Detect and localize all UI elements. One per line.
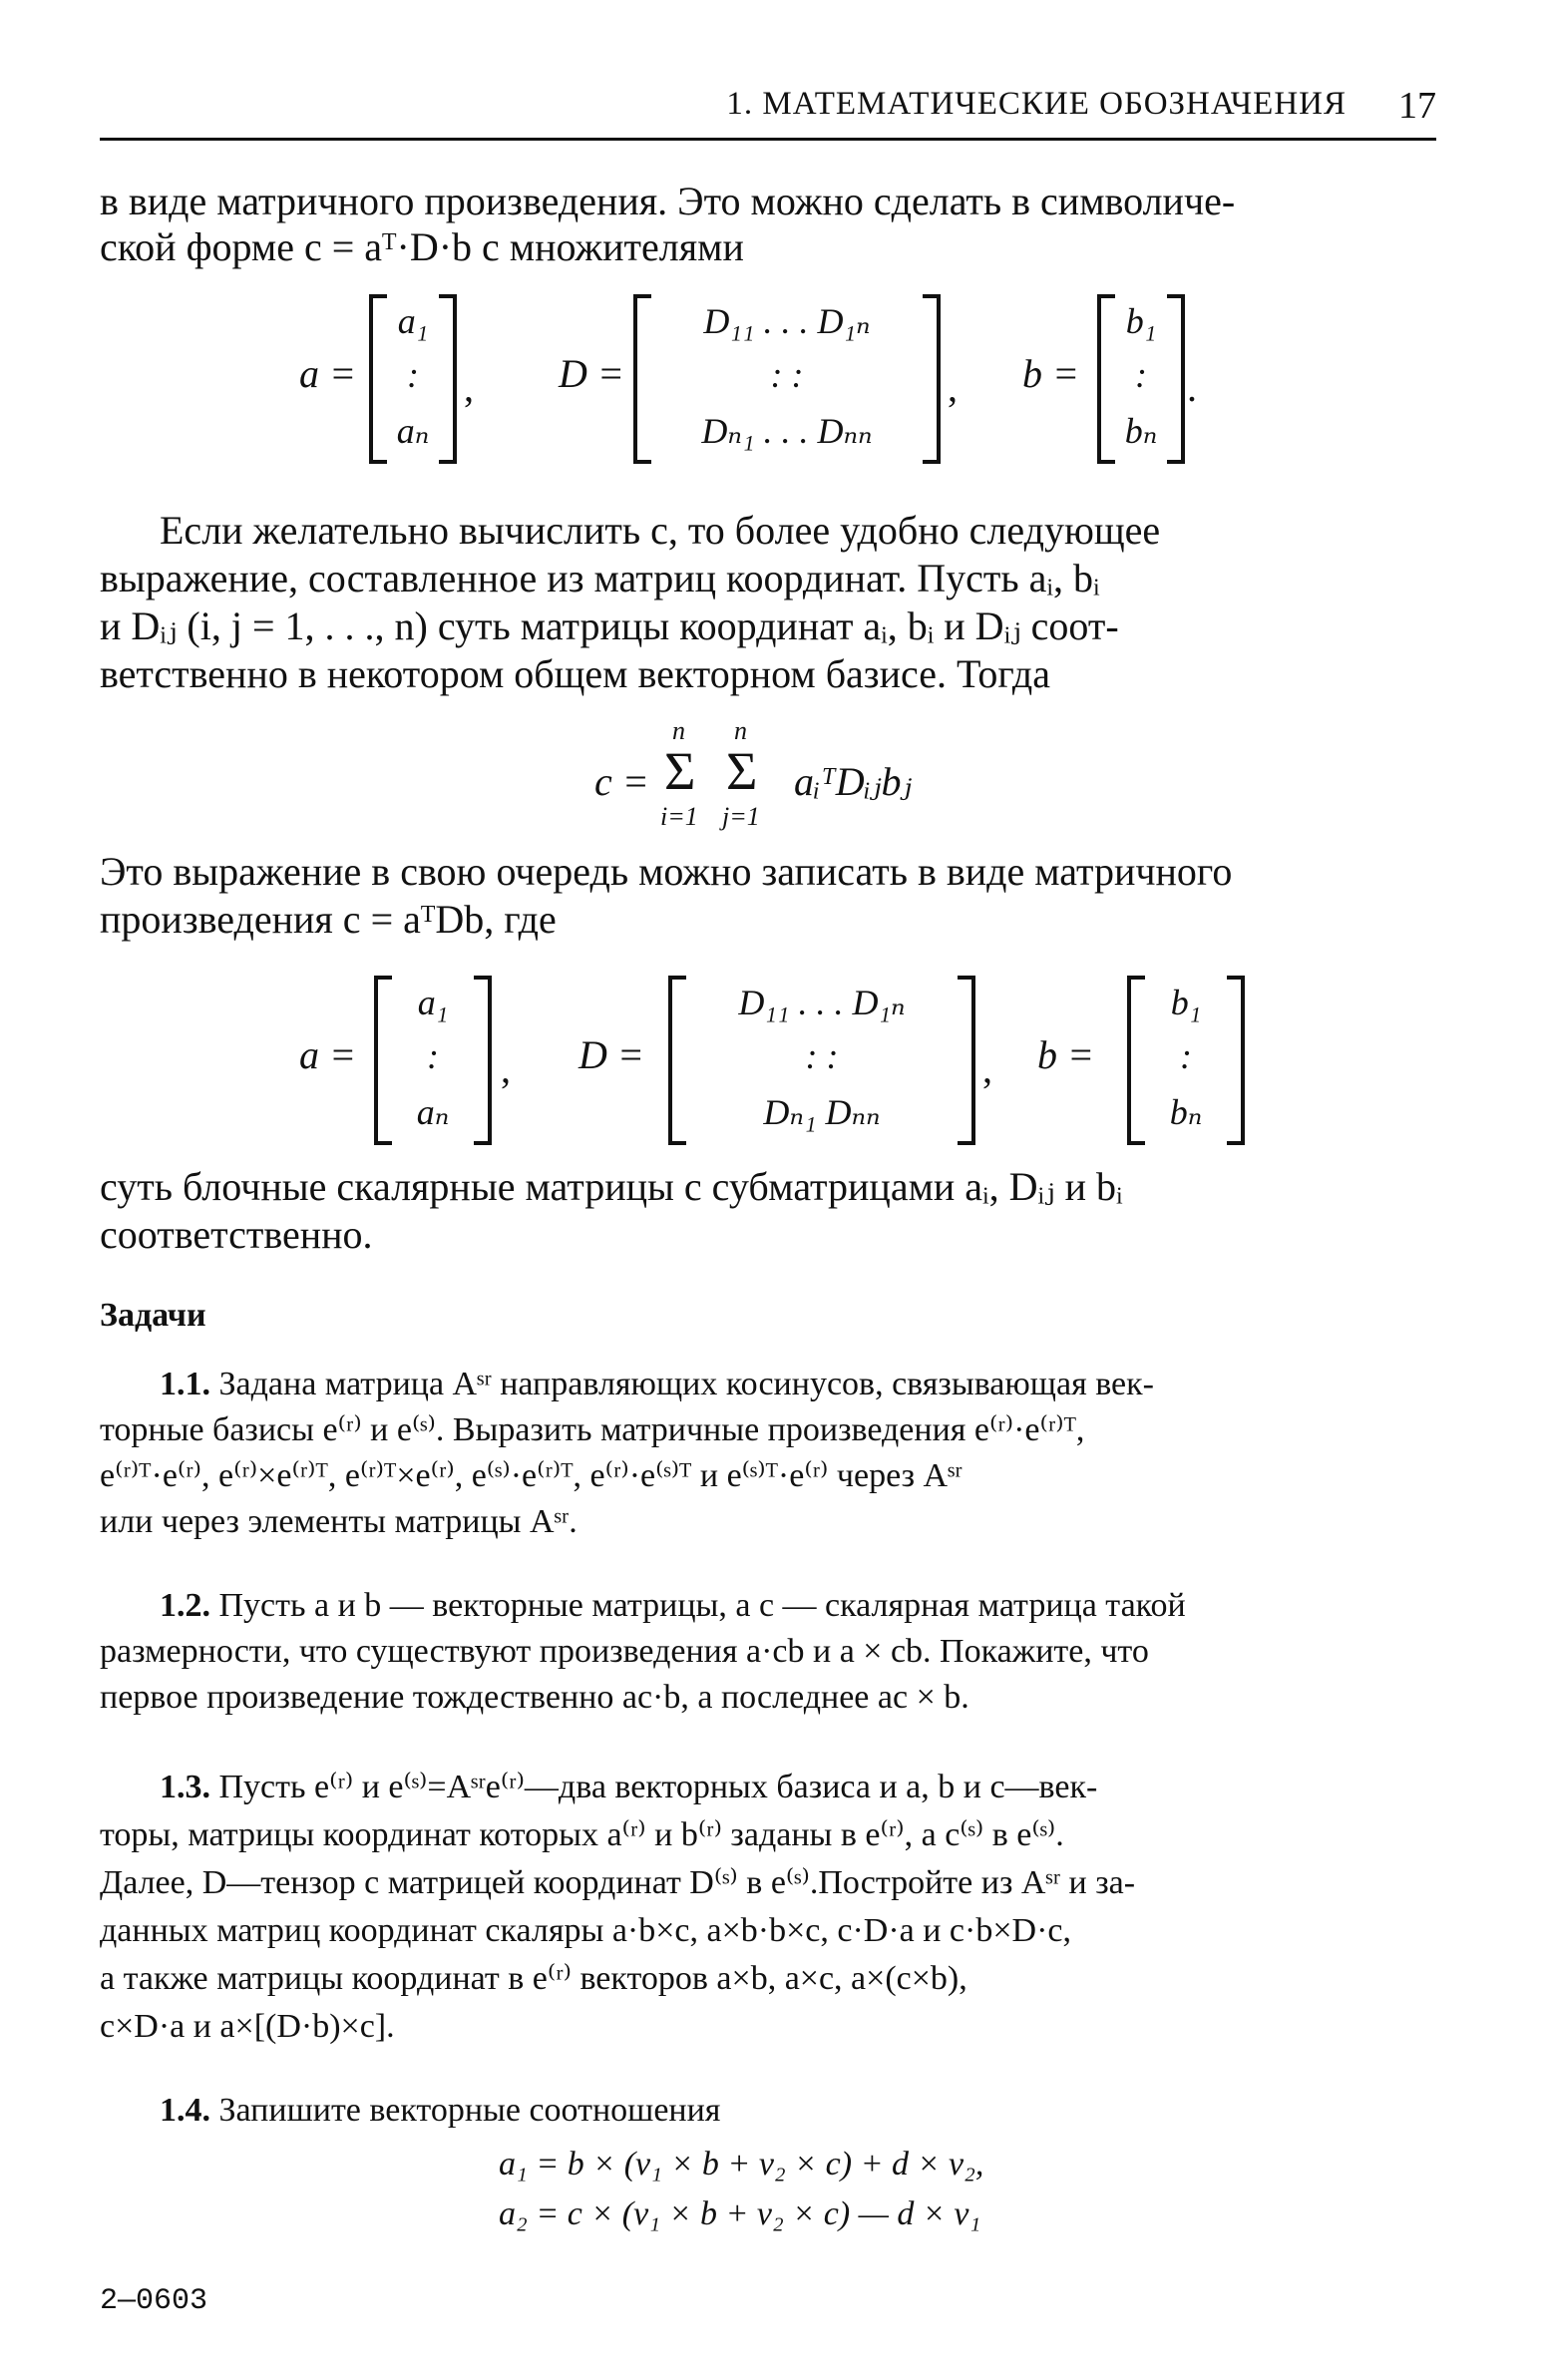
- equation-1: a₁ = b × (v₁ × b + v₂ × c) + d × v₂,: [499, 2146, 984, 2182]
- problem-1-1-line-1: [160, 1365, 1154, 1404]
- matrix-D-label: D =: [559, 351, 624, 396]
- problem-1-1-line-3: e⁽ʳ⁾ᵀ·e⁽ʳ⁾, e⁽ʳ⁾×e⁽ʳ⁾ᵀ, e⁽ʳ⁾ᵀ×e⁽ʳ⁾, e⁽ˢ⁾·e⁽ʳ⁾ᵀ, e⁽ʳ⁾·e⁽ˢ⁾ᵀ и e⁽ˢ⁾ᵀ·e⁽ʳ⁾ через Aˢʳ: [100, 1457, 963, 1494]
- problem-1-4-line-1: [160, 2091, 720, 2131]
- matrix-D-bottom: Dₙ₁ Dₙₙ: [763, 1092, 881, 1132]
- matrix-D-top: D₁₁ . . . D₁ₙ: [738, 983, 906, 1022]
- matrix-b: [1097, 294, 1185, 464]
- page-number: 17: [1398, 85, 1436, 127]
- matrix-a-top: a₁: [417, 983, 449, 1022]
- para2-line-3: и Dᵢⱼ (i, j = 1, . . ., n) суть матрицы координат aᵢ, bᵢ и Dᵢⱼ соот-: [100, 603, 1119, 648]
- matrix-D-mid: : :: [770, 355, 804, 395]
- problem-number: 1.3.: [160, 1769, 210, 1805]
- problem-text: Пусть e⁽ʳ⁾ и e⁽ˢ⁾=Aˢʳe⁽ʳ⁾—два векторных базиса и a, b и c—век-: [218, 1769, 1098, 1805]
- intro-line-1: в виде матричного произведения. Это можно сделать в символиче-: [100, 179, 1236, 223]
- equation-2: a₂ = c × (v₁ × b + v₂ × c) — d × v₁: [499, 2195, 981, 2232]
- matrix-D-mid: : :: [805, 1036, 839, 1076]
- matrix-b-top: b₁: [1170, 983, 1202, 1022]
- para4-line-2: соответственно.: [100, 1212, 373, 1257]
- matrix-D-bottom: Dₙ₁ . . . Dₙₙ: [701, 411, 873, 451]
- matrix-b-bottom: bₙ: [1124, 411, 1158, 451]
- matrix-D-label: D =: [579, 1032, 644, 1077]
- para3-line-2: произведения c = aᵀDb, где: [100, 897, 557, 942]
- sum-lower-1: i=1: [660, 802, 698, 831]
- problem-1-3-line-4: данных матриц координат скаляры a·b×c, a×b·b×c, c·D·a и c·b×D·c,: [100, 1912, 1071, 1949]
- comma: ,: [464, 365, 474, 410]
- matrix-a: [374, 976, 492, 1145]
- para3-line-1: Это выражение в свою очередь можно записать в виде матричного: [100, 849, 1233, 894]
- problem-text: Задана матрица Aˢʳ направляющих косинусов, связывающая век-: [218, 1366, 1154, 1402]
- period: .: [1187, 365, 1197, 410]
- matrix-D: [633, 294, 941, 464]
- matrix-b-top: b₁: [1125, 301, 1157, 341]
- problem-number: 1.4.: [160, 2092, 210, 2129]
- matrix-b: [1127, 976, 1245, 1145]
- matrix-b-mid: :: [1180, 1036, 1192, 1076]
- sum-lhs: c =: [594, 759, 649, 804]
- problem-1-2-line-3: первое произведение тождественно ac·b, а последнее ac × b.: [100, 1679, 969, 1716]
- sigma-1: Σ: [664, 741, 696, 801]
- matrix-row-1: [289, 294, 1287, 464]
- matrix-b-label: b =: [1022, 351, 1079, 396]
- problem-text: Пусть a и b — векторные матрицы, а c — скалярная матрица такой: [218, 1587, 1186, 1624]
- matrix-a-label: a =: [299, 351, 356, 396]
- comma: ,: [501, 1046, 511, 1091]
- matrix-D: [668, 976, 975, 1145]
- double-sum-formula: [594, 716, 993, 831]
- para2-line-2: выражение, составленное из матриц координат. Пусть aᵢ, bᵢ: [100, 556, 1100, 600]
- problem-text: Запишите векторные соотношения: [218, 2092, 721, 2129]
- matrix-row-2: [289, 976, 1287, 1145]
- matrix-a-top: a₁: [397, 301, 429, 341]
- matrix-b-mid: :: [1135, 355, 1147, 395]
- matrix-D-top: D₁₁ . . . D₁ₙ: [703, 301, 871, 341]
- sigma-2: Σ: [726, 741, 758, 801]
- sum-upper-1: n: [672, 716, 685, 745]
- printer-signature: 2—0603: [100, 2284, 208, 2318]
- para2-line-1: Если желательно вычислить c, то более удобно следующее: [160, 508, 1161, 553]
- matrix-b-bottom: bₙ: [1169, 1092, 1203, 1132]
- problem-1-3-line-2: торы, матрицы координат которых a⁽ʳ⁾ и b⁽ʳ⁾ заданы в e⁽ʳ⁾, а c⁽ˢ⁾ в e⁽ˢ⁾.: [100, 1816, 1064, 1853]
- matrix-a-label: a =: [299, 1032, 356, 1077]
- comma: ,: [982, 1046, 992, 1091]
- matrix-a-bottom: aₙ: [396, 411, 430, 451]
- problem-1-2-line-1: [160, 1586, 1186, 1626]
- problem-number: 1.2.: [160, 1587, 210, 1624]
- problem-1-2-line-2: размерности, что существуют произведения a·cb и a × cb. Покажите, что: [100, 1633, 1149, 1670]
- sum-upper-2: n: [734, 716, 747, 745]
- problem-1-3-line-5: а также матрицы координат в e⁽ʳ⁾ векторов a×b, a×c, a×(c×b),: [100, 1960, 967, 1997]
- intro-line-2: ской форме c = aᵀ·D·b с множителями: [100, 224, 744, 269]
- matrix-a-bottom: aₙ: [416, 1092, 450, 1132]
- problem-1-1-line-4: или через элементы матрицы Aˢʳ.: [100, 1503, 578, 1540]
- para2-line-4: ветственно в некотором общем векторном базисе. Тогда: [100, 651, 1050, 696]
- problem-1-3-line-1: [160, 1768, 1097, 1807]
- matrix-a-mid: :: [407, 355, 419, 395]
- problem-1-3-line-3: Далее, D—тензор с матрицей координат D⁽ˢ⁾ в e⁽ˢ⁾.Постройте из Aˢʳ и за-: [100, 1864, 1136, 1901]
- header-title: 1. МАТЕМАТИЧЕСКИЕ ОБОЗНАЧЕНИЯ: [726, 86, 1347, 122]
- running-header: [100, 86, 1436, 141]
- matrix-a: [369, 294, 457, 464]
- problem-1-1-line-2: торные базисы e⁽ʳ⁾ и e⁽ˢ⁾. Выразить матричные произведения e⁽ʳ⁾·e⁽ʳ⁾ᵀ,: [100, 1411, 1085, 1448]
- section-title: Задачи: [100, 1297, 206, 1334]
- matrix-b-label: b =: [1037, 1032, 1094, 1077]
- comma: ,: [948, 365, 958, 410]
- problem-1-3-line-6: c×D·a и a×[(D·b)×c].: [100, 2008, 395, 2045]
- problem-number: 1.1.: [160, 1366, 210, 1402]
- sum-lower-2: j=1: [722, 802, 760, 831]
- sum-body: aᵢᵀDᵢⱼbⱼ: [794, 759, 913, 804]
- matrix-a-mid: :: [427, 1036, 439, 1076]
- para4-line-1: суть блочные скалярные матрицы с субматрицами aᵢ, Dᵢⱼ и bᵢ: [100, 1164, 1123, 1209]
